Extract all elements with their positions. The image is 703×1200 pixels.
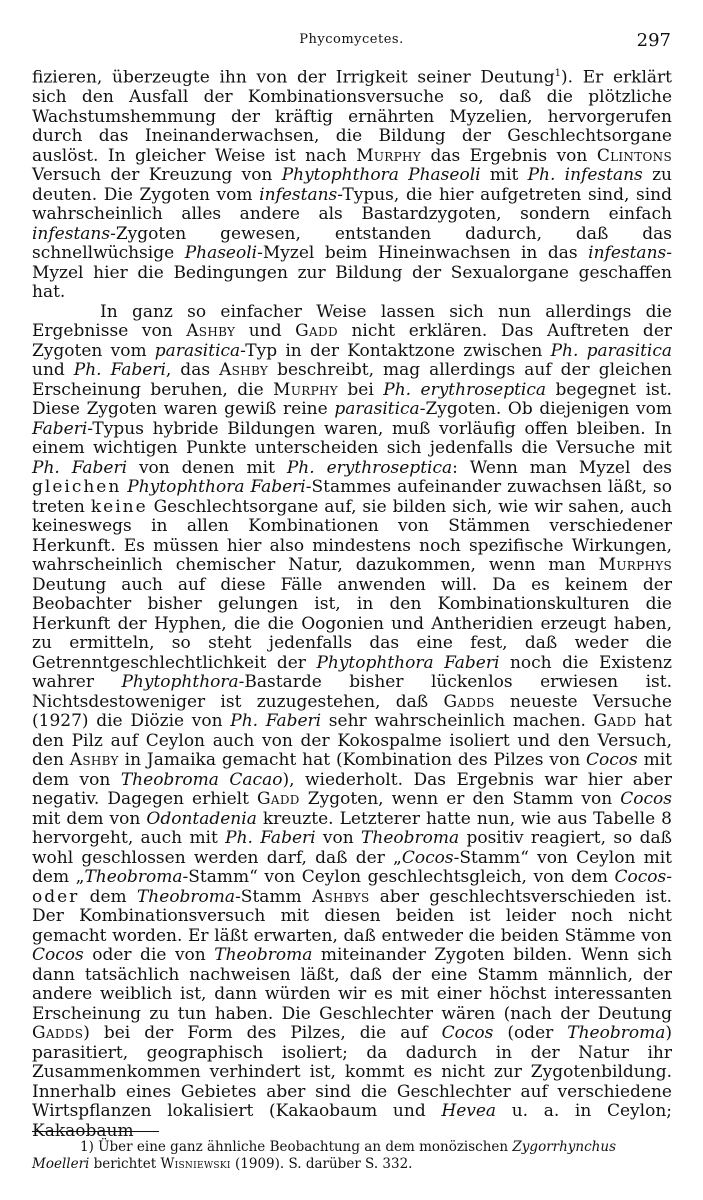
text-run: ) bei der Form des Pilzes, die auf — [83, 1023, 442, 1044]
author-name: Gadd — [257, 789, 300, 810]
author-name: Gadds — [32, 1023, 84, 1044]
text-run: Versuch der Kreuzung von — [32, 165, 282, 186]
text-run: ), wiederholt. Das Ergebnis war hier aber negativ. Dagegen erhielt — [32, 769, 672, 810]
text-run: - — [666, 867, 672, 888]
text-run: -Myzel beim Hineinwachsen in das — [257, 243, 589, 264]
taxon-name: Phytophthora Faberi — [127, 477, 306, 498]
text-run: 1) Über eine ganz ähnliche Beobachtung an dem monözischen — [80, 1139, 513, 1155]
taxon-name: infestans — [588, 243, 667, 264]
paragraph-2 — [32, 303, 672, 1142]
text-run: mit dem von — [32, 750, 673, 790]
taxon-name: Theobroma — [214, 945, 313, 966]
text-run: und — [235, 321, 296, 342]
text-run: in Jamaika gemacht hat (Kombination des Pilzes von — [118, 750, 587, 771]
text-run: mit dem von — [32, 808, 147, 829]
text-run: fizieren, überzeugte ihn von der Irrigkeit seiner Deutung — [32, 67, 555, 88]
emphasis-spaced: gleichen — [32, 477, 122, 498]
text-run: neueste Versuche (1927) die Diözie von — [32, 691, 672, 732]
taxon-name: Cocos — [586, 750, 638, 771]
author-name: Murphy — [273, 379, 338, 400]
text-run: (1909). S. darüber S. 332. — [230, 1156, 413, 1172]
taxon-name: Theobroma — [84, 867, 183, 888]
text-run: bei — [337, 379, 384, 400]
text-run: beschreibt, mag allerdings auf der gleichen Erscheinung beruhen, die — [32, 360, 672, 400]
author-name: Ashbys — [311, 886, 370, 907]
text-run: von — [315, 828, 362, 849]
footnote — [32, 1139, 672, 1173]
text-run: mit — [480, 165, 528, 186]
footnote-marker: 1 — [554, 68, 562, 79]
text-run: -Stamm“ von Ceylon mit dem „ — [32, 847, 672, 888]
text-run: nicht erklären. Das Auftreten der Zygoten vom — [32, 321, 673, 361]
text-run: begegnet ist. Diese Zygoten waren gewiß reine — [32, 379, 672, 420]
text-run: -Typus hybride Bildungen waren, muß vorläufig offen bleiben. In einem wichtigen Punkte unterscheiden sich jedenfalls die Versuche mit — [32, 418, 672, 459]
taxon-name: Ph. parasitica — [550, 340, 672, 361]
taxon-name: Phytophthora — [121, 672, 239, 693]
text-run: -Zygoten. Ob diejenigen vom — [419, 399, 672, 420]
text-run: -Typ in der Kontaktzone zwischen — [240, 340, 551, 361]
text-run: u. a. in Ceylon; Kakaobaum — [32, 1101, 672, 1141]
taxon-name: Theobroma — [567, 1023, 666, 1044]
text-run: , das — [165, 360, 220, 381]
running-header — [32, 32, 671, 56]
running-title: Phycomycetes. — [299, 32, 404, 47]
footnote-divider — [32, 1131, 159, 1132]
text-run: hat den Pilz auf Ceylon auch von der Kokospalme isoliert und den Versuch, den — [32, 711, 672, 771]
text-run: -Stamm“ von Ceylon geschlechtsgleich, von dem — [182, 867, 615, 888]
text-run: sehr wahrscheinlich machen. — [321, 711, 594, 732]
page-number: 297 — [636, 30, 671, 51]
author-name: Ashby — [219, 360, 269, 381]
text-run: zu deuten. Die Zygoten vom — [32, 165, 672, 205]
text-run: -Myzel hier die Bedingungen zur Bildung der Sexualorgane geschaffen hat. — [32, 243, 672, 303]
taxon-name: Phaseoli — [184, 243, 258, 264]
taxon-name: Theobroma — [361, 828, 460, 849]
taxon-name: parasitica — [334, 399, 420, 420]
text-run: oder die von — [83, 945, 215, 966]
taxon-name: Theobroma — [136, 886, 236, 907]
taxon-name: Ph. erythroseptica — [286, 457, 453, 478]
text-run: positiv reagiert, so daß wohl geschlossen werden darf, daß der „ — [32, 828, 672, 868]
text-run: dem — [79, 886, 137, 907]
text-run: und — [32, 360, 74, 381]
taxon-name: Ph. Faberi — [32, 457, 128, 478]
author-name: Murphy — [356, 145, 422, 166]
text-run: aber geschlechtsverschieden ist. Der Kombinationsversuch mit diesen beiden ist leider noch nicht gemacht worden. Er läßt erwarten, daß entweder die beiden Stämme von — [32, 886, 672, 946]
taxon-name: Hevea — [441, 1101, 497, 1122]
text-run: das Ergebnis von — [421, 145, 597, 166]
author-name: Gadd — [295, 321, 338, 342]
emphasis-spaced: keine — [90, 496, 148, 517]
taxon-name: Ph. Faberi — [230, 711, 322, 732]
taxon-name: Cocos — [32, 945, 84, 966]
taxon-name: Ph. infestans — [527, 165, 643, 186]
text-run: miteinander Zygoten bilden. Wenn sich dann tatsächlich nachweisen läßt, daß der eine Stamm männlich, der andere weiblich ist, dann würden wir es mit einer höchst interessanten Erscheinung zu tun haben. Die Geschlechter wären (nach der Deutung — [32, 945, 673, 1024]
text-run: -Bastarde bisher lückenlos erwiesen ist. Nichtsdestoweniger ist zuzugestehen, daß — [32, 672, 672, 712]
taxon-name: Cocos — [441, 1023, 494, 1044]
taxon-name: Cocos — [620, 789, 672, 810]
taxon-name: Faberi — [32, 418, 88, 439]
taxon-name: Ph. Faberi — [225, 828, 316, 849]
taxon-name: Ph. Faberi — [73, 360, 166, 381]
taxon-name: parasitica — [154, 340, 241, 361]
text-run: ) parasitiert, geographisch isoliert; da dadurch in der Natur ihr Zusammenkommen verhindert ist, kommt es nicht zur Zygotenbildung. Innerhalb eines Gebietes aber sind die Geschlechter auf verschiedene Wirtspflanzen lokalisiert (Kakaobaum und — [32, 1023, 672, 1122]
taxon-name: Phytophthora Faberi — [316, 652, 500, 673]
author-name: Ashby — [186, 321, 236, 342]
text-run: -Typus, die hier aufgetreten sind, sind wahrscheinlich alles andere als Bastardzygoten, sondern einfach — [32, 184, 673, 225]
taxon-name: Phytophthora Phaseoli — [281, 165, 481, 186]
taxon-name: Ph. erythroseptica — [383, 379, 547, 400]
taxon-name: infestans — [32, 223, 111, 244]
text-run: -Stamm — [235, 886, 312, 907]
taxon-name: Zygorrhynchus Moelleri — [32, 1139, 616, 1172]
text-run: noch die Existenz wahrer — [32, 652, 672, 693]
taxon-name: Cocos — [401, 847, 454, 868]
text-run: -Zygoten gewesen, entstanden dadurch, daß das schnellwüchsige — [32, 223, 672, 264]
author-name: Murphys — [598, 555, 672, 576]
text-run: Zygoten, wenn er den Stamm von — [299, 789, 621, 810]
text-run: ). Er erklärt sich den Ausfall der Kombinationsversuche so, daß die plötzliche Wachstumshemmung der kräftig ernährten Myzelien, hervorgerufen durch das Ineinanderwachsen, die Bildung der Geschlechtsorgane auslöst. In gleicher Weise ist nach — [32, 67, 672, 166]
paragraph-1 — [32, 64, 672, 303]
taxon-name: infestans — [259, 184, 338, 205]
taxon-name: Cocos — [614, 867, 667, 888]
text-run: -Stammes aufeinander zuwachsen läßt, so treten — [32, 477, 673, 517]
text-run: Deutung auch auf diese Fälle anwenden will. Da es keinem der Beobachter bisher gelungen ist, in den Kombinationskulturen die Herkunft der Hyphen, die die Oogonien und Antheridien erzeugt haben, zu ermitteln, so steht jedenfalls das eine fest, daß weder die Getrenntgeschlechtlichkeit der — [32, 574, 672, 673]
taxon-name: Odontadenia — [146, 808, 257, 829]
text-run: In ganz so einfacher Weise lassen sich nun allerdings die Ergebnisse von — [32, 301, 672, 342]
author-name: Gadds — [443, 691, 495, 712]
author-name: Clintons — [596, 145, 672, 166]
author-name: Wisniewski — [160, 1156, 231, 1172]
text-run: berichtet — [89, 1156, 161, 1172]
text-run: Geschlechtsorgane auf, sie bilden sich, wie wir sahen, auch keineswegs in allen Kombinationen von Stämmen verschiedener Herkunft. Es müssen hier also mindestens noch spezifische Wirkungen, wahrscheinlich chemischer Natur, dazukommen, wenn man — [32, 496, 673, 576]
main-text — [32, 64, 672, 1141]
text-run: : Wenn man Myzel des — [452, 457, 672, 478]
text-run: kreuzte. Letzterer hatte nun, wie aus Tabelle 8 hervorgeht, auch mit — [32, 808, 673, 849]
text-run: von denen mit — [127, 457, 287, 478]
text-run: (oder — [493, 1023, 568, 1044]
emphasis-spaced: oder — [32, 886, 80, 907]
taxon-name: Theobroma Cacao — [120, 769, 283, 790]
author-name: Ashby — [69, 750, 119, 771]
author-name: Gadd — [593, 711, 637, 732]
